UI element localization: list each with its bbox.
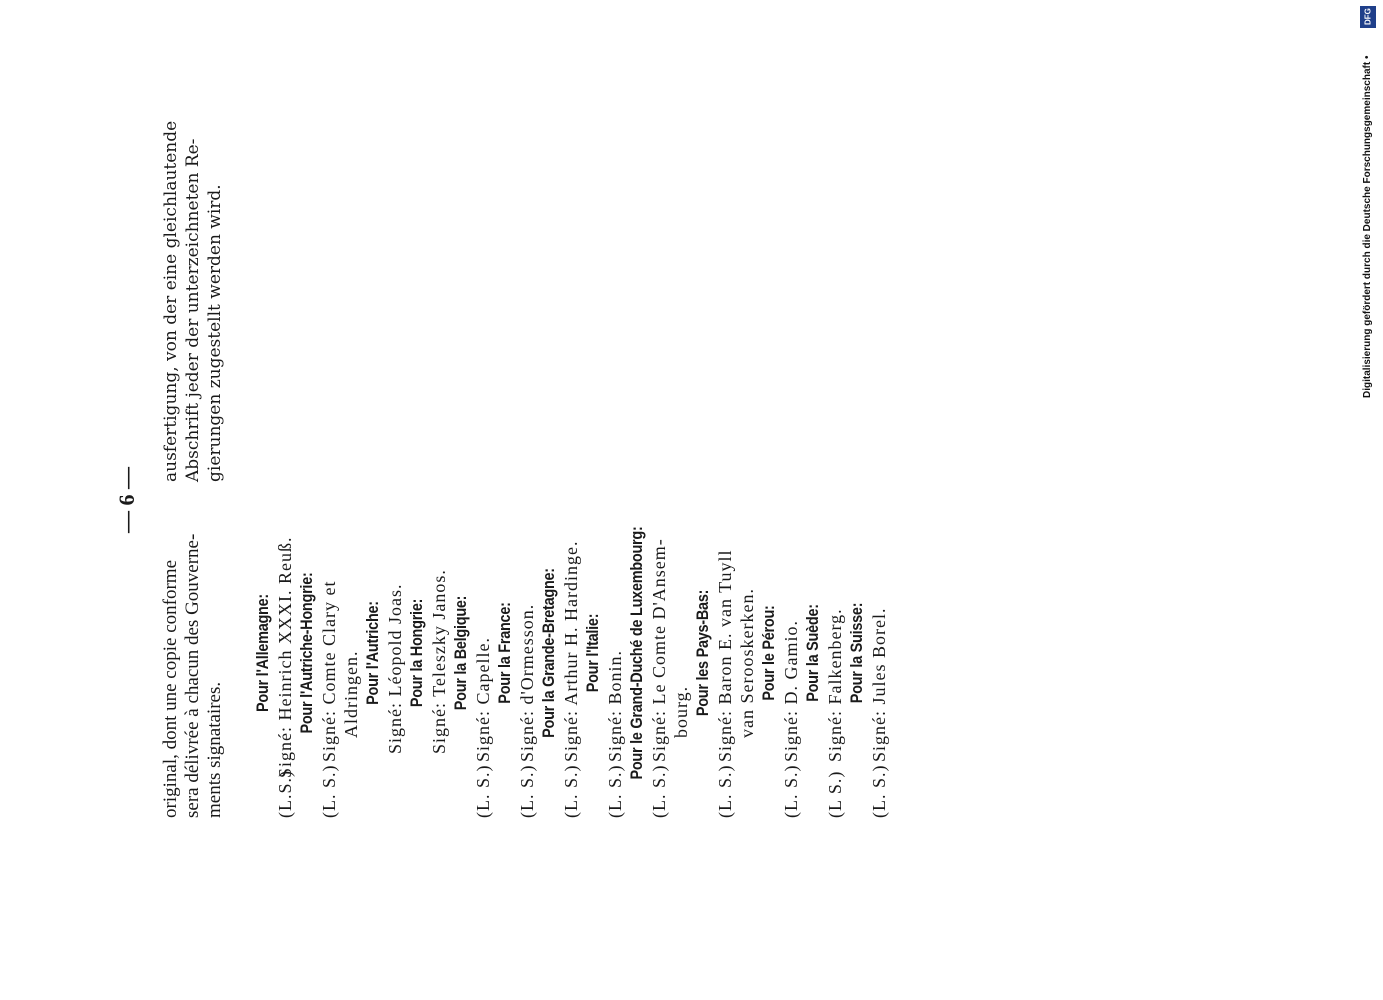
signature-continuation: Aldringen. xyxy=(341,650,361,738)
seal-mark: (L.S.) xyxy=(275,770,295,818)
left-column xyxy=(160,488,890,818)
dfg-watermark xyxy=(1359,6,1379,401)
signature-text: Signé: Capelle. xyxy=(473,637,493,762)
german-line: ausfertigung, von der eine gleichlautende xyxy=(161,120,181,482)
signature-block xyxy=(758,488,802,818)
signature-continuation: van Serooskerken. xyxy=(737,588,757,738)
signature-line xyxy=(714,488,736,818)
signature-line xyxy=(560,488,582,818)
signature-text: Signé: Léopold Joas. xyxy=(385,583,405,754)
signature-block xyxy=(450,488,494,818)
seal-mark: (L. S.) xyxy=(605,764,625,818)
signature-line xyxy=(824,488,846,818)
signature-line xyxy=(868,488,890,818)
country-heading: Pour la Belgique: xyxy=(451,595,470,711)
seal-mark: (L. S.) xyxy=(473,764,493,818)
intro-paragraph xyxy=(160,488,226,818)
seal-mark: (L S.) xyxy=(825,770,845,818)
signature-block xyxy=(296,488,362,818)
country-heading: Pour la Grande-Bretagne: xyxy=(539,568,558,738)
country-heading: Pour la Suisse: xyxy=(847,602,866,704)
seal-mark: (L. S.) xyxy=(517,764,537,818)
signature-continuation: bourg. xyxy=(671,685,691,738)
page-number: — 6 — xyxy=(114,467,139,533)
country-heading: Pour l'Autriche: xyxy=(363,601,382,705)
country-heading: Pour la France: xyxy=(495,602,514,704)
seal-mark: (L. S.) xyxy=(649,764,669,818)
intro-line: ments signataires. xyxy=(204,681,225,818)
signature-text: Signé: Bonin. xyxy=(605,649,625,762)
seal-mark: (L. S.) xyxy=(869,764,889,818)
seal-mark: (L. S.) xyxy=(781,764,801,818)
signature-block xyxy=(362,488,406,818)
signature-text: Signé: Teleszky Janos. xyxy=(429,569,449,754)
signature-block xyxy=(846,488,890,818)
seal-mark: (L. S.) xyxy=(319,764,339,818)
signature-block xyxy=(802,488,846,818)
signature-text: Signé: Arthur H. Hardinge. xyxy=(561,540,581,762)
signature-line xyxy=(604,488,626,818)
signature-line xyxy=(472,488,494,818)
seal-mark: (L. S.) xyxy=(715,764,735,818)
german-line: gierungen zugestellt werden wird. xyxy=(205,184,225,482)
signature-text: Signé: D. Gamio. xyxy=(781,620,801,762)
country-heading: Pour l'Autriche-Hongrie: xyxy=(297,572,316,734)
signature-block xyxy=(494,488,538,818)
signature-line xyxy=(648,488,670,818)
signature-text: Signé: Falkenberg. xyxy=(825,608,845,762)
right-column xyxy=(160,120,226,482)
country-heading: Pour la Suède: xyxy=(803,604,822,702)
country-heading: Pour les Pays-Bas: xyxy=(693,589,712,717)
signature-text: Signé: Comte Clary et xyxy=(319,580,339,762)
signature-line xyxy=(516,488,538,818)
seal-mark: (L. S.) xyxy=(561,764,581,818)
country-heading: Pour le Grand-Duché de Luxembourg: xyxy=(627,526,646,780)
signature-block xyxy=(406,488,450,818)
signature-block xyxy=(582,488,626,818)
german-line: Abschrift jeder der unterzeichneten Re- xyxy=(183,138,203,482)
signature-block xyxy=(626,488,692,818)
country-heading: Pour l'Italie: xyxy=(583,613,602,693)
signature-text: Signé: Jules Borel. xyxy=(869,607,889,762)
signature-block xyxy=(538,488,582,818)
dfg-credit-text: Digitalisierung gefördert durch die Deutsche Forschungsgemeinschaft • xyxy=(1362,55,1373,398)
signature-block xyxy=(252,488,296,818)
signature-text: Signé: d'Ormesson. xyxy=(517,603,537,762)
signature-line xyxy=(428,488,450,818)
signature-line xyxy=(780,488,802,818)
country-heading: Pour la Hongrie: xyxy=(407,598,426,708)
signature-text: Signé: Le Comte D'Ansem- xyxy=(649,538,669,762)
intro-line: sera délivrée à chacun des Gouverne- xyxy=(182,533,203,818)
intro-line: original, dont une copie conforme xyxy=(160,559,181,818)
signature-line xyxy=(318,488,340,818)
signature-text: Signé: Baron E. van Tuyll xyxy=(715,549,735,762)
signature-line xyxy=(274,488,296,818)
signature-block xyxy=(692,488,758,818)
signature-line xyxy=(384,488,406,818)
signature-text: Signé: Heinrich XXXI. Reuß. xyxy=(275,536,295,778)
dfg-logo: DFG xyxy=(1360,6,1376,28)
country-heading: Pour l'Allemagne: xyxy=(253,594,272,712)
signature-list xyxy=(252,488,890,818)
country-heading: Pour le Pérou: xyxy=(759,605,778,701)
